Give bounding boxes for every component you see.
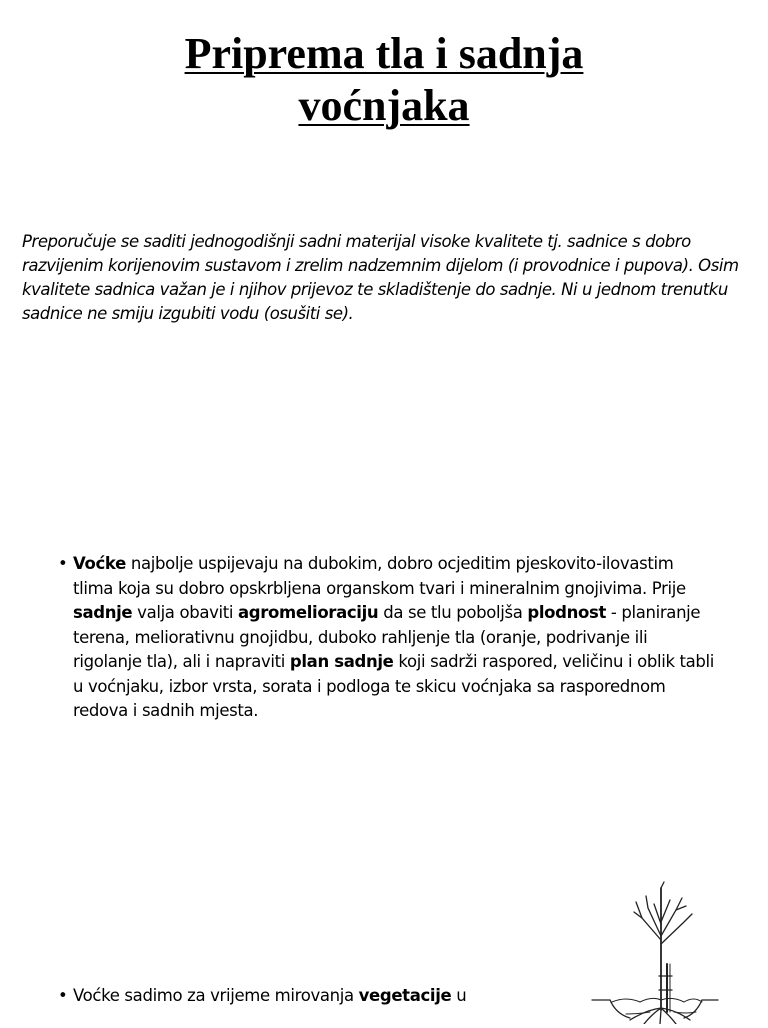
- bold-term-plodnost: plodnost: [527, 603, 607, 622]
- intro-paragraph: Preporučuje se saditi jednogodišnji sadni materijal visoke kvalitete tj. sadnice s dobro razvijenim korijenovim sustavom i zrelim nadzemnim dijelom (i provodnice i pupova). Osim kvalitete sadnica važan je i njihov prijevoz te skladištenje do sadnje. Ni u jednom trenutku sadnice ne smiju izgubiti vodu (osušiti se).: [22, 232, 739, 323]
- bullet-marker: •: [58, 554, 68, 573]
- bullet-marker: •: [58, 986, 68, 1005]
- bullet-text: [58, 552, 718, 724]
- slide-title-line-2: voćnjaka: [298, 81, 470, 130]
- slide-title: [0, 28, 768, 132]
- text-run: valja obaviti: [132, 603, 238, 622]
- text-run: najbolje uspijevaju na dubokim, dobro ocjeditim pjeskovito-ilovastim tlima koja su dobro opskrbljena organskom tvari i mineralnim gnojivima. Prije: [73, 554, 686, 598]
- text-run: Voćke sadimo za vrijeme mirovanja: [73, 986, 359, 1005]
- text-run: koji sadrži raspored, veličinu i oblik tabli u voćnjaku, izbor vrsta, sorata i podloga te skicu voćnjaka sa rasporednom redova i sadnih mjesta.: [73, 652, 715, 720]
- text-run: - planiranje terena, meliorativnu gnojidbu, duboko rahljenje tla (oranje, podrivanje ili rigolanje tla), ali i napraviti: [73, 603, 701, 671]
- planted-sapling-icon: [590, 878, 720, 1024]
- text-run: da se tlu poboljša: [378, 603, 528, 622]
- bold-term-plan-sadnje: plan sadnje: [289, 652, 394, 671]
- bullet-item-soil: [58, 552, 718, 724]
- text-run: u: [451, 986, 467, 1005]
- bold-term-sadnje: sadnje: [73, 603, 133, 622]
- bold-term-agromelioraciju: agromelioraciju: [238, 603, 379, 622]
- slide-title-line-1: Priprema tla i sadnja: [184, 29, 584, 78]
- bold-term-vegetacije: vegetacije: [358, 986, 452, 1005]
- bold-term-vocke: Voćke: [73, 554, 126, 573]
